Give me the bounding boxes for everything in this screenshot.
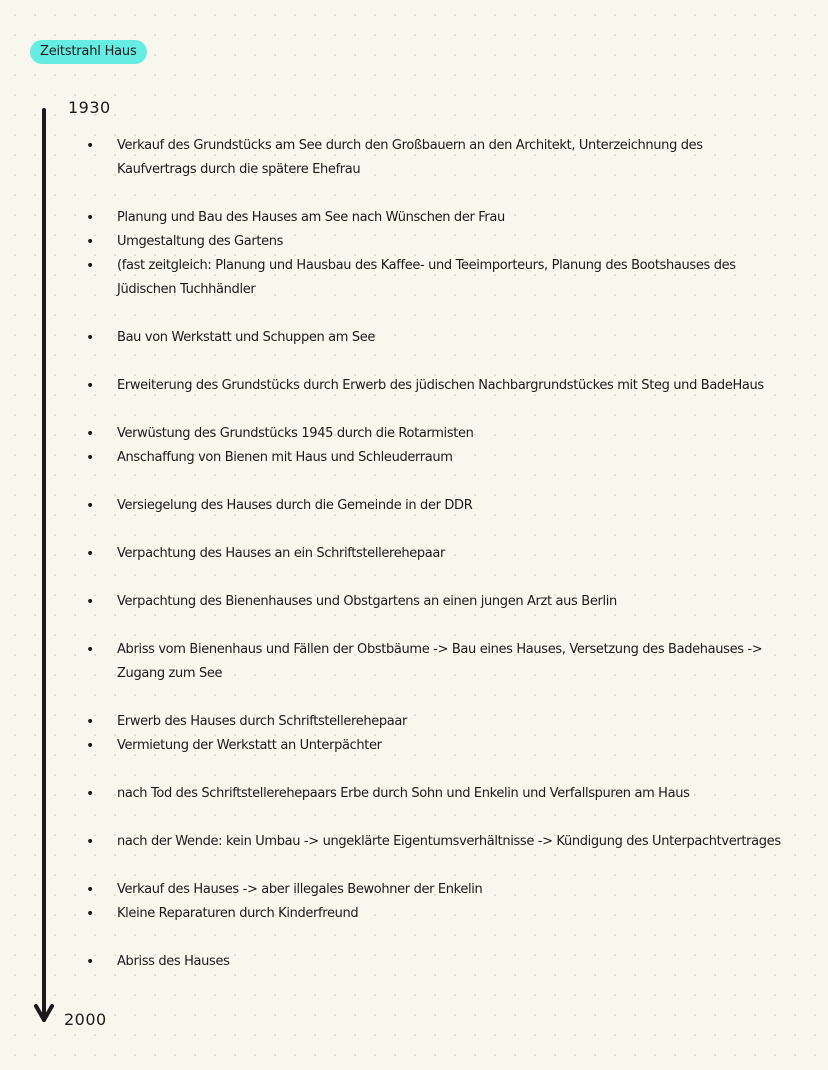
event-text: Verkauf des Grundstücks am See durch den Großbauern an den Architekt, Unterzeichnung des Kaufvertrags durch die spätere Ehefrau [117,138,703,177]
bullet-icon: • [86,642,95,658]
event-text: Abriss des Hauses [117,954,230,969]
bullet-icon: • [86,738,95,754]
event-text: Vermietung der Werkstatt an Unterpächter [117,738,382,753]
bullet-icon: • [86,786,95,802]
event-text: Planung und Bau des Hauses am See nach Wünschen der Frau [117,210,505,225]
bullet-icon: • [86,954,95,970]
timeline-end-year: 2000 [64,1010,107,1029]
bullet-icon: • [86,210,95,226]
bullet-icon: • [86,258,95,274]
event-text: Kleine Reparaturen durch Kinderfreund [117,906,359,921]
bullet-icon: • [86,498,95,514]
bullet-icon: • [86,138,95,154]
bullet-icon: • [86,546,95,562]
page-title: Zeitstrahl Haus [30,40,147,64]
event-text: Verpachtung des Bienenhauses und Obstgartens an einen jungen Arzt aus Berlin [117,594,617,609]
bullet-icon: • [86,330,95,346]
bullet-icon: • [86,882,95,898]
event-text: Verpachtung des Hauses an ein Schriftstellerehepaar [117,546,446,561]
event-text: Verkauf des Hauses -> aber illegales Bewohner der Enkelin [117,882,483,897]
bullet-icon: • [86,714,95,730]
event-text: (fast zeitgleich: Planung und Hausbau des Kaffee- und Teeimporteurs, Planung des Bootshauses des Jüdischen Tuchhändler [117,258,736,297]
bullet-icon: • [86,594,95,610]
timeline-start-year: 1930 [68,98,111,117]
event-text: Versiegelung des Hauses durch die Gemeinde in der DDR [117,498,473,513]
bullet-icon: • [86,834,95,850]
bullet-icon: • [86,426,95,442]
event-text: nach Tod des Schriftstellerehepaars Erbe durch Sohn und Enkelin und Verfallspuren am Haus [117,786,690,801]
bullet-icon: • [86,906,95,922]
event-text: nach der Wende: kein Umbau -> ungeklärte Eigentumsverhältnisse -> Kündigung des Unterpachtvertrages [117,834,781,849]
event-text: Umgestaltung des Gartens [117,234,284,249]
bullet-icon: • [86,234,95,250]
event-text: Bau von Werkstatt und Schuppen am See [117,330,376,345]
event-text: Erweiterung des Grundstücks durch Erwerb des jüdischen Nachbargrundstückes mit Steg und BadeHaus [117,378,764,393]
bullet-icon: • [86,450,95,466]
event-text: Abriss vom Bienenhaus und Fällen der Obstbäume -> Bau eines Hauses, Versetzung des Badehauses -> Zugang zum See [117,642,763,681]
event-text: Anschaffung von Bienen mit Haus und Schleuderraum [117,450,453,465]
bullet-icon: • [86,378,95,394]
event-text: Erwerb des Hauses durch Schriftstellerehepaar [117,714,408,729]
event-text: Verwüstung des Grundstücks 1945 durch die Rotarmisten [117,426,474,441]
